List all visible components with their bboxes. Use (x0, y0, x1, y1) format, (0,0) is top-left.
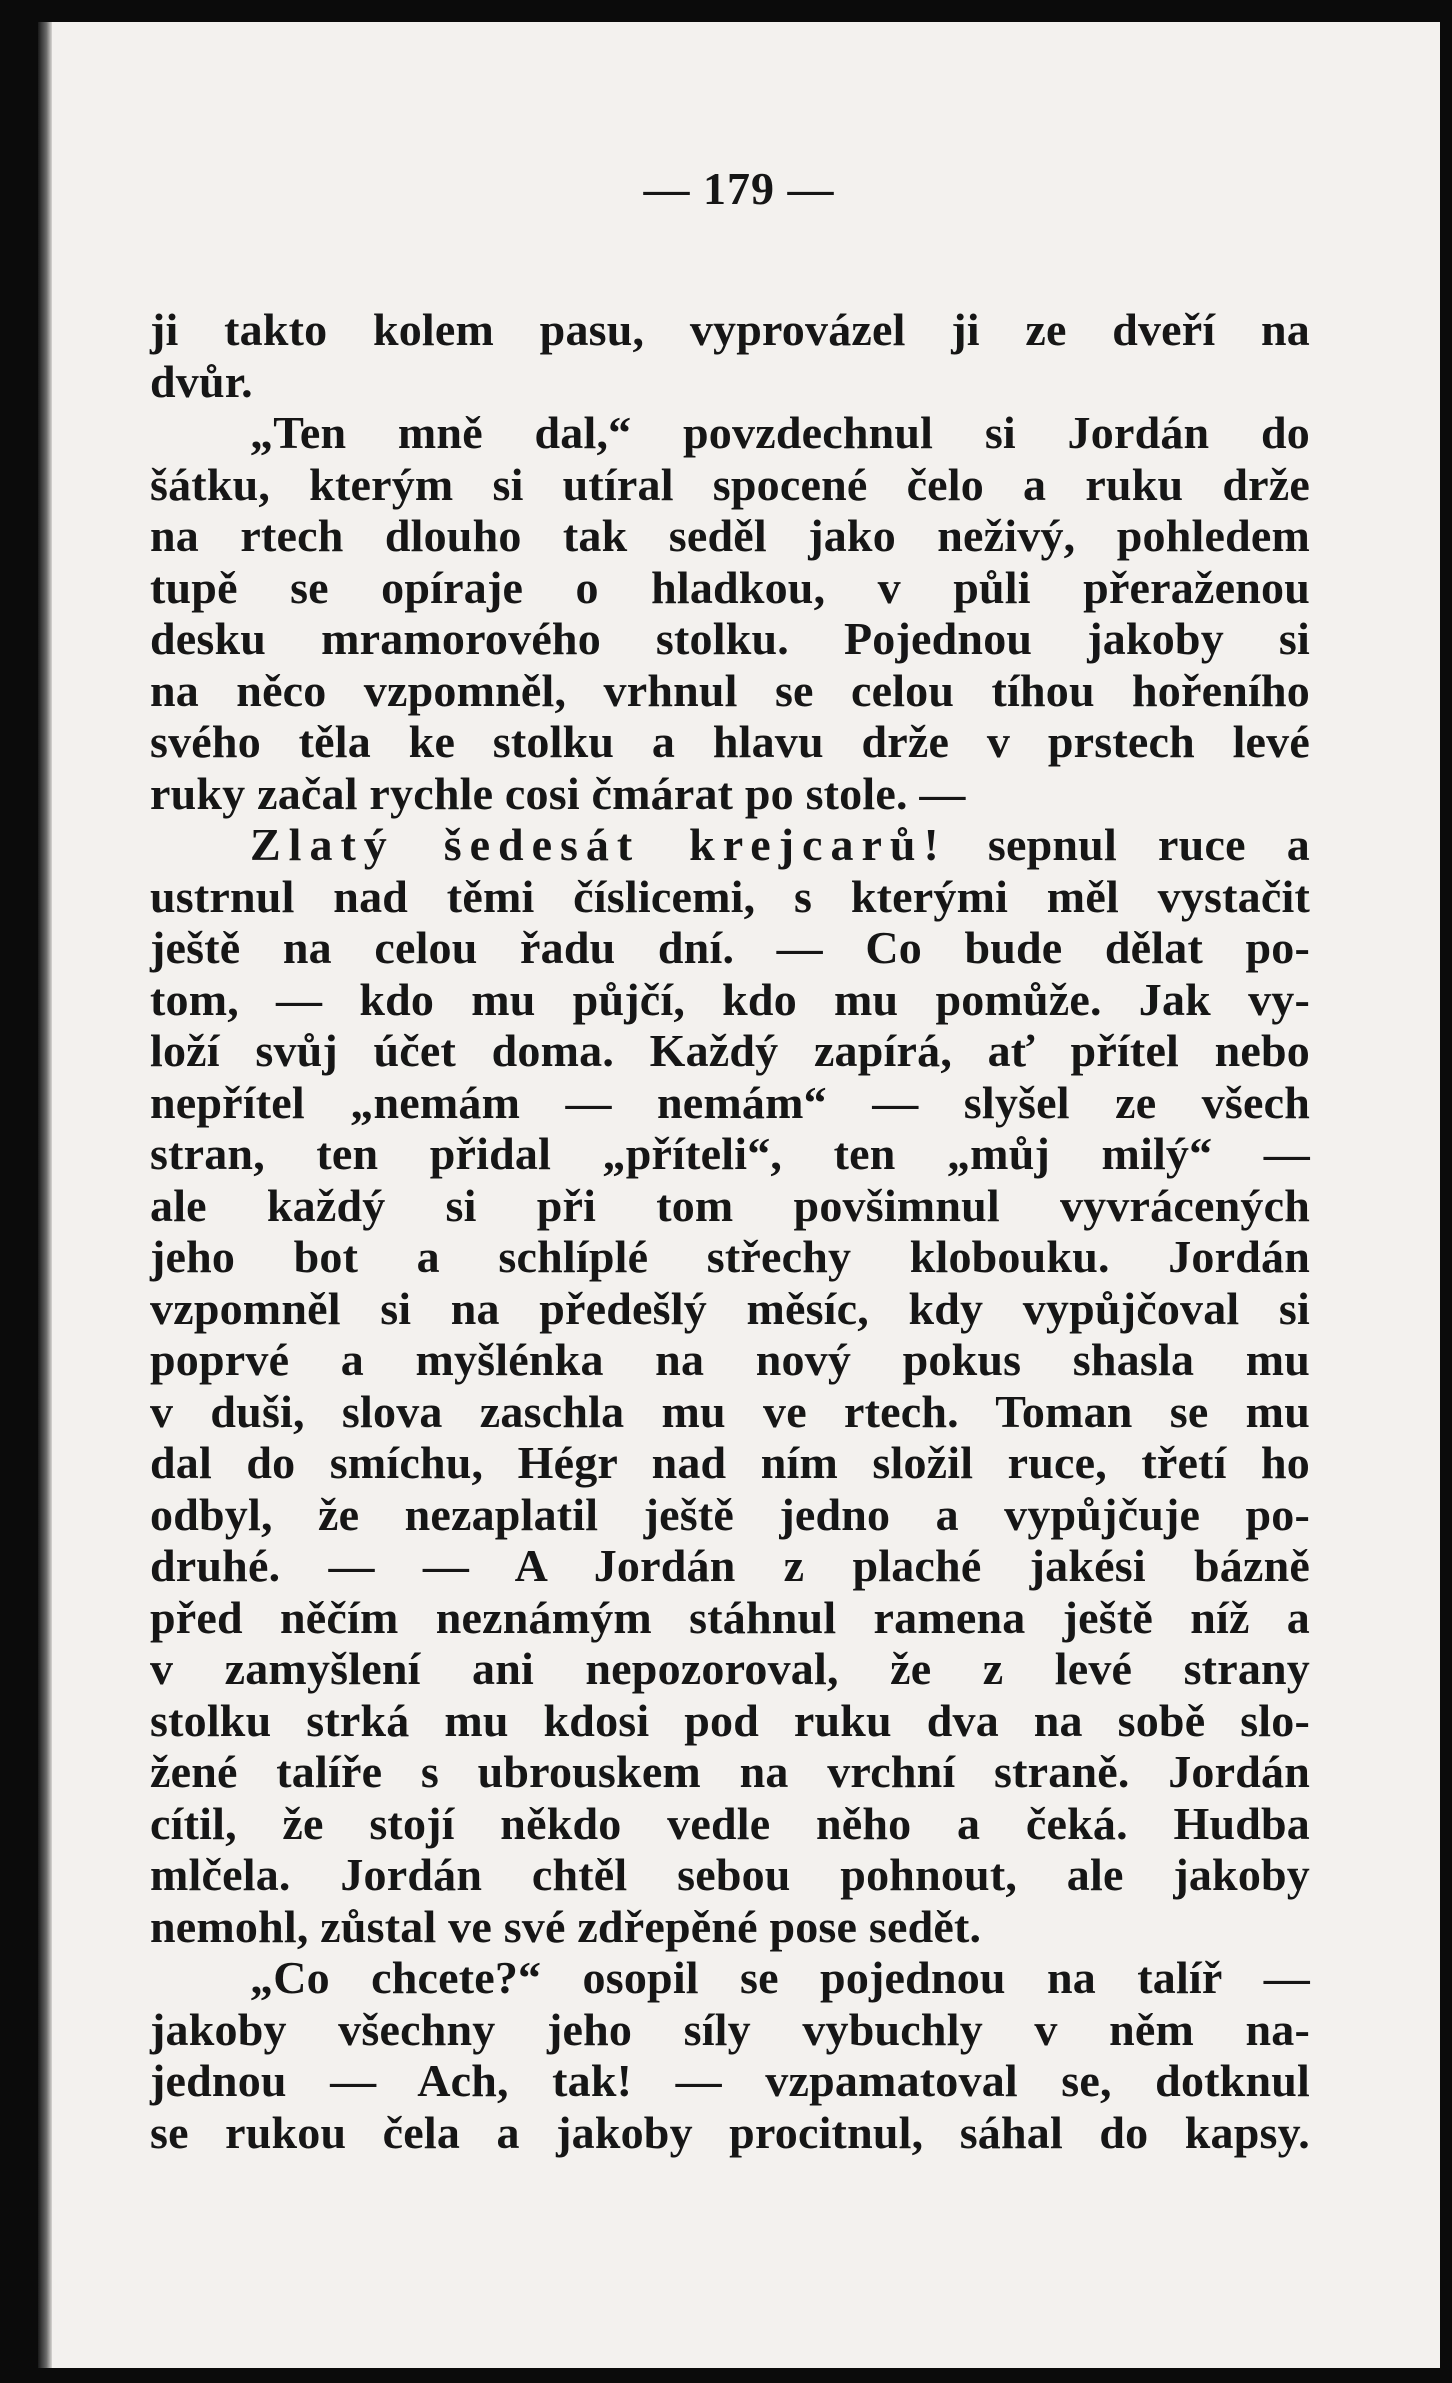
text-line: tupě se opíraje o hladkou, v půli přeraženou (150, 561, 1310, 613)
text-line: nemohl, zůstal ve své zdřepěné pose sedět. (150, 1900, 982, 1952)
text-line: mlčela. Jordán chtěl sebou pohnout, ale jakoby (150, 1849, 1310, 1900)
text-line: druhé. — — A Jordán z plaché jakési bázně (150, 1540, 1310, 1591)
text-line: se rukou čela a jakoby procitnul, sáhal do kapsy. (150, 2106, 1310, 2158)
text-line: ji takto kolem pasu, vyprovázel ji ze dveří na (150, 304, 1310, 355)
page-left-edge (38, 22, 52, 2368)
text-line: tom, — kdo mu půjčí, kdo mu pomůže. Jak vy- (150, 973, 1310, 1025)
text-line: nepřítel „nemám — nemám“ — slyšel ze všech (150, 1076, 1310, 1128)
text-line: žené talíře s ubrouskem na vrchní straně. Jordán (150, 1746, 1310, 1797)
text-line: dal do smíchu, Hégr nad ním složil ruce, třetí ho (150, 1437, 1310, 1488)
line-rest: sepnul ruce a (946, 819, 1310, 870)
text-line: jednou — Ach, tak! — vzpamatoval se, dotknul (150, 2055, 1310, 2106)
text-line: stolku strká mu kdosi pod ruku dva na sobě slo- (150, 1694, 1310, 1746)
text-line: „Co chcete?“ osopil se pojednou na talíř — (250, 1952, 1310, 2003)
text-line: dvůr. (150, 355, 253, 407)
book-page (38, 22, 1440, 2368)
text-line: desku mramorového stolku. Pojednou jakoby si (150, 613, 1310, 664)
text-line: poprvé a myšlénka na nový pokus shasla mu (150, 1334, 1310, 1385)
text-line: na rtech dlouho tak seděl jako neživý, pohledem (150, 510, 1310, 561)
text-line: ustrnul nad těmi číslicemi, s kterými měl vystačit (150, 870, 1310, 922)
text-line: v duši, slova zaschla mu ve rtech. Toman se mu (150, 1385, 1310, 1437)
spaced-emphasis: Zlatý šedesát krejcarů! (250, 819, 947, 870)
text-line: jakoby všechny jeho síly vybuchly v něm na- (150, 2003, 1310, 2055)
text-line: ruky začal rychle cosi čmárat po stole. — (150, 767, 966, 819)
text-line: šátku, kterým si utíral spocené čelo a ruku drže (150, 458, 1310, 510)
text-line: svého těla ke stolku a hlavu drže v prstech levé (150, 716, 1310, 767)
text-line: odbyl, že nezaplatil ještě jedno a vypůjčuje po- (150, 1488, 1310, 1540)
text-line (150, 819, 1310, 871)
text-line: loží svůj účet doma. Každý zapírá, ať přítel nebo (150, 1025, 1310, 1076)
text-line: vzpomněl si na předešlý měsíc, kdy vypůjčoval si (150, 1282, 1310, 1334)
text-line: ale každý si při tom povšimnul vyvrácených (150, 1179, 1310, 1231)
text-line: „Ten mně dal,“ povzdechnul si Jordán do (250, 407, 1310, 458)
text-line: v zamyšlení ani nepozoroval, že z levé strany (150, 1643, 1310, 1694)
text-line: před něčím neznámým stáhnul ramena ještě níž a (150, 1591, 1310, 1643)
text-line: cítil, že stojí někdo vedle něho a čeká. Hudba (150, 1797, 1310, 1849)
text-line: ještě na celou řadu dní. — Co bude dělat po- (150, 922, 1310, 973)
text-line: jeho bot a schlíplé střechy klobouku. Jordán (150, 1231, 1310, 1282)
text-line: stran, ten přidal „příteli“, ten „můj milý“ — (150, 1128, 1310, 1179)
body-text (150, 304, 1310, 2158)
page-number: — 179 — (643, 163, 835, 214)
text-line: na něco vzpomněl, vrhnul se celou tíhou hořeního (150, 664, 1310, 716)
